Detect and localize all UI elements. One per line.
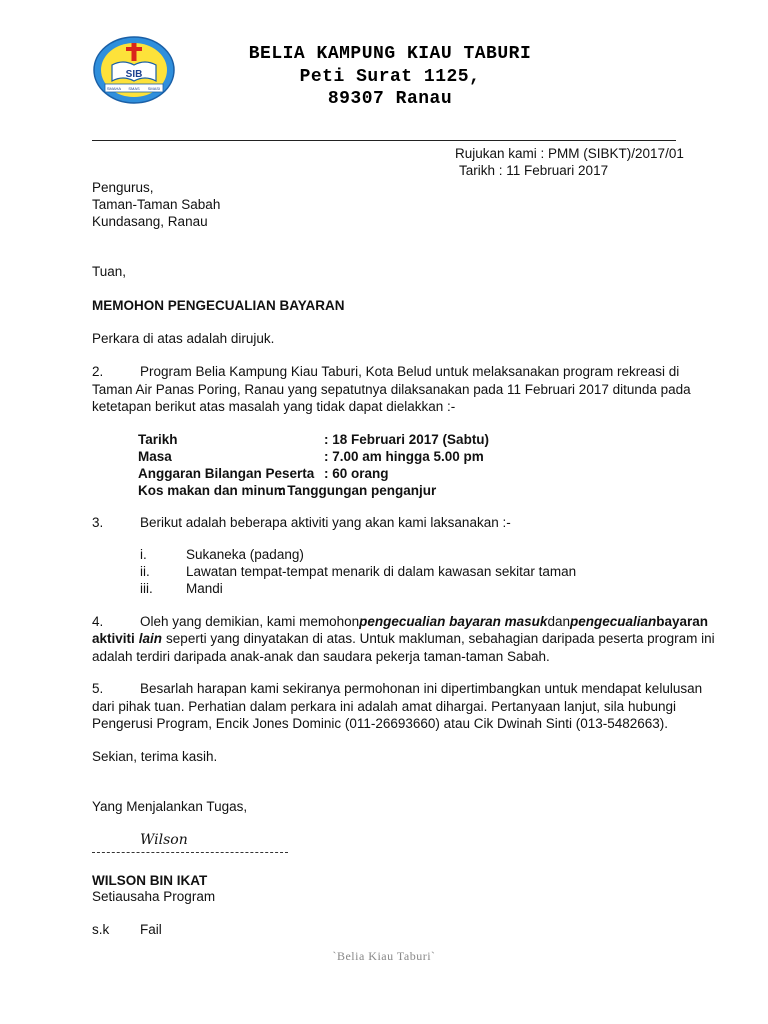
- closing: Sekian, terima kasih.: [92, 749, 218, 764]
- paragraph-4-text-1: [140, 614, 709, 629]
- paragraph-5-text-1: Besarlah harapan kami sekiranya permohonan ini dipertimbangkan untuk mendapat kelulusan: [140, 681, 703, 696]
- paragraph-2-text-1: Program Belia Kampung Kiau Taburi, Kota Belud untuk melaksanakan program rekreasi di: [140, 364, 680, 379]
- detail-label: Masa: [138, 449, 172, 464]
- paragraph-1: Perkara di atas adalah dirujuk.: [92, 331, 275, 346]
- detail-row-time: [0, 449, 768, 466]
- emphasis-text: lain: [138, 631, 163, 646]
- paragraph-4-number: 4.: [92, 614, 104, 629]
- address-line-1: Pengurus,: [92, 180, 154, 195]
- sib-logo: [92, 35, 176, 105]
- logo-ribbon-2: SMAS: [128, 86, 140, 91]
- text-run: seperti yang dinyatakan di atas. Untuk makluman, sebahagian daripada peserta program ini: [166, 631, 715, 646]
- cc-label: s.k: [92, 922, 110, 937]
- text-run: Oleh yang demikian, kami memohon: [140, 614, 360, 629]
- letterhead-postcode: 89307 Ranau: [327, 89, 453, 109]
- list-item: [0, 547, 768, 564]
- emphasis-text: pengecualian bayaran masuk: [359, 614, 548, 629]
- letterhead-org: BELIA KAMPUNG KIAU TABURI: [248, 44, 532, 64]
- list-item-numeral: iii.: [140, 581, 153, 596]
- salutation: Tuan,: [92, 264, 127, 279]
- list-item-numeral: i.: [140, 547, 147, 562]
- letterhead-po-box: Peti Surat 1125,: [299, 67, 481, 87]
- list-item-numeral: ii.: [140, 564, 150, 579]
- paragraph-3-text: Berikut adalah beberapa aktiviti yang akan kami laksanakan :-: [140, 515, 511, 530]
- subject: MEMOHON PENGECUALIAN BAYARAN: [92, 298, 345, 313]
- list-item-text: Mandi: [186, 581, 223, 596]
- emphasis-text: bayaran: [656, 614, 709, 629]
- emphasis-text: pengecualian: [569, 614, 657, 629]
- detail-value: : 7.00 am hingga 5.00 pm: [324, 449, 484, 464]
- detail-row-date: [0, 432, 768, 449]
- detail-value: : 18 Februari 2017 (Sabtu): [324, 432, 490, 447]
- letter-date: Tarikh : 11 Februari 2017: [459, 163, 609, 178]
- detail-row-participants: [0, 466, 768, 483]
- paragraph-2-line-2: Taman Air Panas Poring, Ranau yang sepatutnya dilaksanakan pada 11 Februari 2017 ditunda pada: [92, 382, 691, 397]
- paragraph-5-line-2: dari pihak tuan. Perhatian dalam perkara ini adalah amat dihargai. Pertanyaan lanjut, sila hubungi: [92, 699, 676, 714]
- paragraph-5-line-3: Pengerusi Program, Encik Jones Dominic (011-26693660) atau Cik Dwinah Sinti (013-5482663).: [92, 716, 669, 731]
- logo-text: SIB: [125, 69, 143, 80]
- signature: Wilson: [140, 832, 188, 848]
- detail-label: Anggaran Bilangan Peserta: [138, 466, 315, 481]
- signoff: Yang Menjalankan Tugas,: [92, 799, 248, 814]
- paragraph-2-line-3: ketetapan berikut atas masalah yang tidak dapat dielakkan :-: [92, 399, 456, 414]
- cc-value: Fail: [140, 922, 162, 937]
- address-line-2: Taman-Taman Sabah: [92, 197, 221, 212]
- footer-text: `Belia Kiau Taburi`: [332, 949, 436, 963]
- detail-value: : Tanggungan penganjur: [279, 483, 437, 498]
- list-item-text: Sukaneka (padang): [186, 547, 304, 562]
- list-item: [0, 581, 768, 598]
- detail-label: Tarikh: [138, 432, 178, 447]
- logo-ribbon-1: SMAHA: [106, 86, 122, 91]
- detail-value: : 60 orang: [324, 466, 389, 481]
- detail-label: Kos makan dan minum: [138, 483, 286, 498]
- header-rule: [92, 140, 676, 141]
- reference-number: Rujukan kami : PMM (SIBKT)/2017/01: [455, 146, 684, 161]
- signatory-title: Setiausaha Program: [92, 889, 216, 904]
- logo-ribbon-3: SMASI: [147, 86, 161, 91]
- text-run: dan: [547, 614, 570, 629]
- address-line-3: Kundasang, Ranau: [92, 214, 208, 229]
- paragraph-4-line-2: [92, 631, 715, 648]
- signatory-name: WILSON BIN IKAT: [92, 873, 208, 888]
- list-item: [0, 564, 768, 581]
- paragraph-3-number: 3.: [92, 515, 104, 530]
- signature-line: [92, 852, 288, 853]
- emphasis-text: aktiviti: [92, 631, 135, 646]
- paragraph-4-line-3: adalah terdiri daripada anak-anak dan saudara pekerja taman-taman Sabah.: [92, 649, 550, 664]
- paragraph-5-number: 5.: [92, 681, 104, 696]
- paragraph-4-line-1: [0, 614, 768, 631]
- cc-line: [0, 922, 768, 939]
- paragraph-2-number: 2.: [92, 364, 104, 379]
- paragraph-5-line-1: [0, 681, 768, 698]
- paragraph-3: [0, 515, 768, 532]
- paragraph-2-line-1: [0, 364, 768, 381]
- list-item-text: Lawatan tempat-tempat menarik di dalam kawasan sekitar taman: [186, 564, 577, 579]
- detail-row-food-cost: [0, 483, 768, 500]
